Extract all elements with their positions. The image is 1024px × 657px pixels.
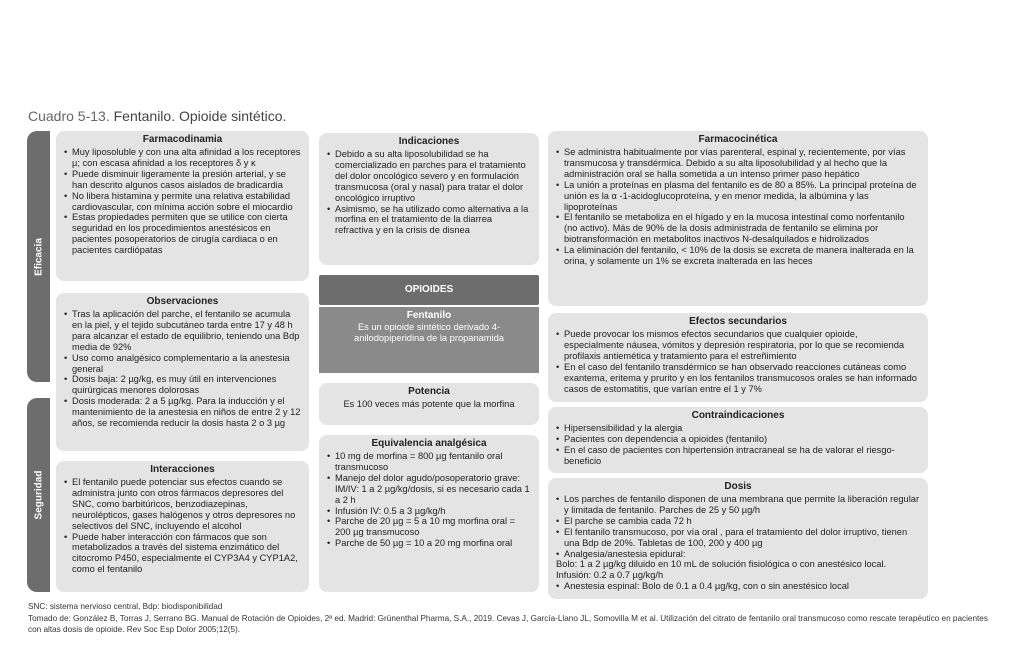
list-item: • Parche de 20 µg = 5 a 10 mg morfina oral = 200 µg transmucoso [327, 516, 531, 538]
list-item: • Se administra habitualmente por vías parenteral, espinal y, recientemente, por vías transmucosa y transdérmica. Debido a su alta liposolubilidad y al hecho que la administración oral se halla sometida a un intenso primer paso hepático [556, 147, 920, 180]
list-item: • La eliminación del fentanilo, < 10% de la dosis se excreta de manera inalterada en la orina, y solamente un 1% se excreta inalterada en las heces [556, 245, 920, 267]
indicaciones-list [327, 149, 531, 236]
sidebar-eficacia-label: Eficacia [33, 237, 44, 276]
list-item: • La unión a proteínas en plasma del fentanilo es de 80 a 85%. La principal proteína de unión es la α -1-acidoglucoproteína, y en menor medida, la albúmina y las lipoproteínas [556, 180, 920, 213]
source-text: Tomado de: González B, Torras J, Serrano BG. Manual de Rotación de Opioides, 2ª ed. Madrid: Grünenthal Pharma, S.A., 2019. Cevas J, García-Llano JL, Somovilla M et al. Utilización del citrato de fentanilo oral transmucoso como rescate terapéutico en pacientes con altas dosis de opioide. Rev Soc Esp Dolor 2005;12(5). [28, 614, 988, 634]
potencia-heading: Potencia [408, 386, 450, 397]
list-item: • El parche se cambia cada 72 h [556, 516, 920, 527]
list-item: • Analgesia/anestesia epidural: [556, 549, 920, 560]
farmacodinamia-list [64, 147, 301, 256]
list-item: • No libera histamina y permite una relativa estabilidad cardiovascular, con mínima acción sobre el miocardio [64, 191, 301, 213]
dosis-box [548, 478, 928, 599]
fentanilo-heading: Fentanilo [406, 310, 452, 321]
table-title [28, 108, 286, 124]
efectos-heading: Efectos secundarios [689, 316, 787, 327]
footer-source [28, 614, 993, 635]
list-item: • Puede provocar los mismos efectos secundarios que cualquier opioide, especialmente náusea, vómitos y depresión respiratoria, por lo que se recomienda profilaxis antiemética y tratamiento para el estreñimiento [556, 329, 920, 362]
equivalencia-heading: Equivalencia analgésica [371, 438, 487, 449]
interacciones-list [64, 477, 301, 575]
list-item: • Puede disminuir ligeramente la presión arterial, y se han descrito algunos casos aislados de bradicardia [64, 169, 301, 191]
list-item: • Tras la aplicación del parche, el fentanilo se acumula en la piel, y el tejido subcutáneo tarda entre 17 y 48 h para alcanzar el estado de equilibrio, teniendo una Bdp media de 92% [64, 309, 301, 353]
observaciones-list [64, 309, 301, 429]
fentanilo-description: Es un opioide sintético derivado 4-anilodopiperidina de la propanamida [354, 322, 504, 343]
list-item: • El fentanilo puede potenciar sus efectos cuando se administra junto con otros fármacos depresores del SNC, como barbitúricos, benzodiazepinas, neurolépticos, gases halógenos y otros depresores no selectivos del SNC, incluyendo el alcohol [64, 477, 301, 532]
observaciones-box [56, 293, 309, 451]
list-item: • Hipersensibilidad y la alergia [556, 423, 920, 434]
list-item: Bolo: 1 a 2 µg/kg diluido en 10 mL de solución fisiológica o con anestésico local. [556, 559, 887, 570]
abbreviations-text: SNC: sistema nervioso central, Bdp: biodisponibilidad [28, 602, 223, 611]
farmacocinetica-box [548, 131, 928, 306]
list-item: • Dosis baja: 2 µg/kg, es muy útil en intervenciones quirúrgicas menores dolorosas [64, 374, 301, 396]
sidebar-eficacia [27, 131, 50, 382]
indicaciones-heading: Indicaciones [398, 136, 460, 147]
opioides-label: OPIOIDES [404, 284, 454, 295]
interacciones-box [56, 461, 309, 592]
list-item: • Los parches de fentanilo disponen de una membrana que permite la liberación regular y limitada de fentanilo. Parches de 25 y 50 µg/h [556, 494, 920, 516]
indicaciones-box [319, 133, 539, 265]
contraindicaciones-list [556, 423, 920, 467]
farmacocinetica-heading: Farmacocinética [698, 134, 778, 145]
list-item: • Parche de 50 µg = 10 a 20 mg morfina oral [327, 538, 531, 549]
efectos-box [548, 313, 928, 402]
equivalencia-box [319, 435, 539, 592]
list-item: • Dosis moderada: 2 a 5 µg/kg. Para la inducción y el mantenimiento de la anestesia en niños de entre 2 y 12 años, se recomienda reducir la dosis hasta 2 o 3 µg [64, 396, 301, 429]
list-item: • Uso como analgésico complementario a la anestesia general [64, 353, 301, 375]
list-item: Infusión: 0.2 a 0.7 µg/kg/h [556, 570, 664, 581]
contraindicaciones-heading: Contraindicaciones [691, 410, 785, 421]
list-item: • El fentanilo transmucoso, por vía oral , para el tratamiento del dolor irruptivo, tienen una Bdp de 20%. Tabletas de 100, 200 y 400 µg [556, 527, 920, 549]
footer-abbreviations [28, 602, 988, 613]
list-item: • Puede haber interacción con fármacos que son metabolizados a través del sistema enzimático del citocromo P450, especialmente el CYP3A4 y CYP1A2, como el fentanilo [64, 532, 301, 576]
interacciones-heading: Interacciones [150, 464, 215, 475]
potencia-text: Es 100 veces más potente que la morfina [343, 399, 515, 409]
list-item: • Anestesia espinal: Bolo de 0.1 a 0.4 µg/kg, con o sin anestésico local [556, 581, 920, 592]
dosis-heading: Dosis [724, 481, 752, 492]
list-item: • 10 mg de morfina = 800 µg fentanilo oral transmucoso [327, 451, 531, 473]
fentanilo-box [319, 307, 539, 373]
list-item: • En el caso de pacientes con hipertensión intracraneal se ha de valorar el riesgo-beneficio [556, 445, 920, 467]
list-item: • Infusión IV: 0.5 a 3 µg/kg/h [327, 506, 531, 517]
table-title-text: Fentanilo. Opioide sintético. [113, 108, 287, 124]
list-item: • Estas propiedades permiten que se utilice con cierta seguridad en los procedimientos anestésicos en pacientes posoperatorios de cirugía cardiaca o en pacientes cardiópatas [64, 212, 301, 256]
list-item: • Manejo del dolor agudo/posoperatorio grave: IM/IV: 1 a 2 µg/kg/dosis, si es necesario cada 1 a 2 h [327, 473, 531, 506]
sidebar-seguridad [27, 398, 50, 592]
dosis-list [556, 494, 920, 592]
table-number: Cuadro 5-13. [28, 108, 110, 124]
efectos-list [556, 329, 920, 394]
list-item: • Pacientes con dependencia a opioides (fentanilo) [556, 434, 920, 445]
farmacodinamia-heading: Farmacodinamia [142, 134, 223, 145]
list-item: • El fentanilo se metaboliza en el hígado y en la mucosa intestinal como norfentanilo (no activo). Más de 90% de la dosis administrada de fentanilo se elimina por biotransformación en metabolitos inactivos N-desalquilados e hidrolizados [556, 212, 920, 245]
list-item: • En el caso del fentanilo transdérmico se han observado reacciones cutáneas como exantema, eritema y prurito y en los fentanilos transmucosos orales se han informado casos de estomatitis, que varían entre el 1 y 7% [556, 362, 920, 395]
list-item: • Debido a su alta liposolubilidad se ha comercializado en parches para el tratamiento del dolor oncológico severo y en formulación transmucosa (oral y nasal) para tratar el dolor oncológico irruptivo [327, 149, 531, 204]
equivalencia-list [327, 451, 531, 549]
sidebar-seguridad-label: Seguridad [33, 470, 44, 520]
list-item: • Asimismo, se ha utilizado como alternativa a la morfina en el tratamiento de la diarrea refractiva y en la crisis de disnea [327, 204, 531, 237]
farmacodinamia-box [56, 131, 309, 281]
opioides-header [319, 275, 539, 305]
potencia-box [319, 383, 539, 425]
farmacocinetica-list [556, 147, 920, 267]
list-item: • Muy liposoluble y con una alta afinidad a los receptores µ; con escasa afinidad a los receptores δ y κ [64, 147, 301, 169]
observaciones-heading: Observaciones [146, 296, 219, 307]
contraindicaciones-box [548, 407, 928, 473]
